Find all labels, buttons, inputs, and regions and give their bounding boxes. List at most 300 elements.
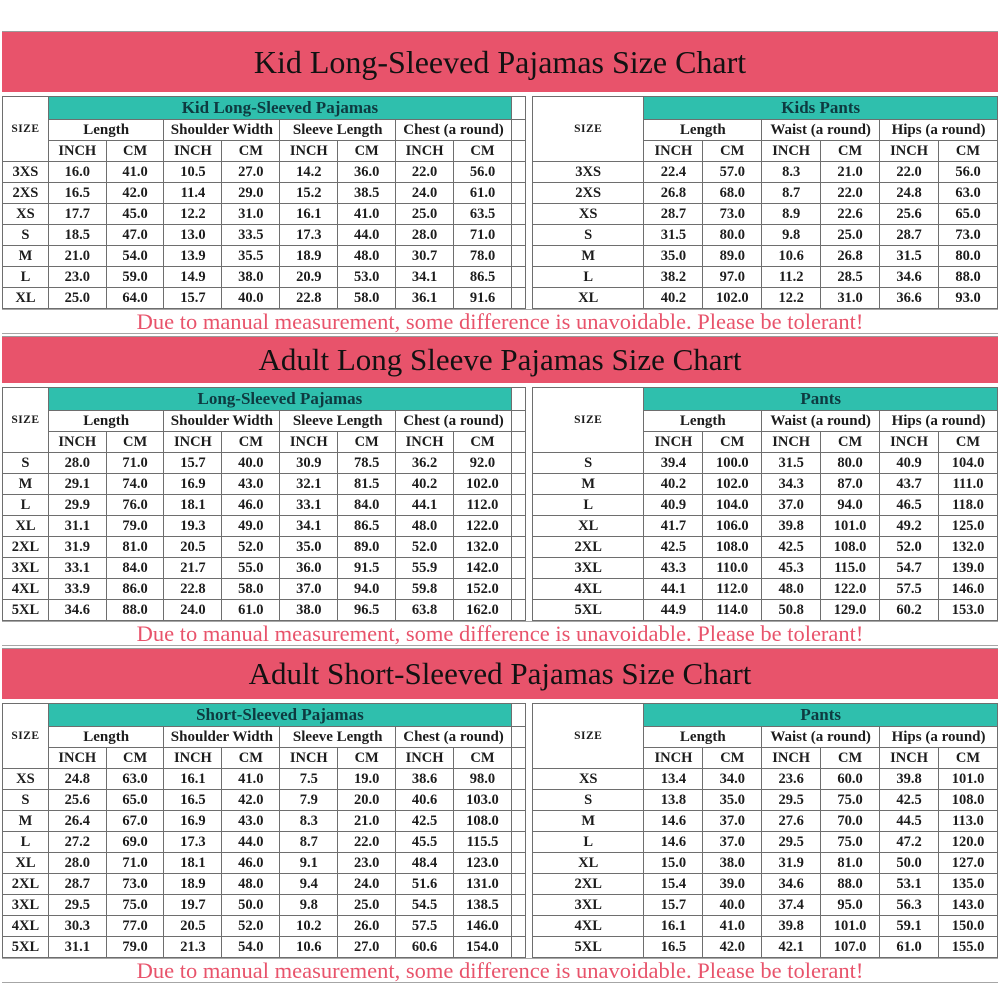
table-row (532, 204, 997, 225)
measure-header: Hips (a round) (880, 120, 998, 141)
measurement-cell: 50.8 (762, 600, 821, 621)
measurement-cell: 61.0 (222, 600, 280, 621)
cm-header: CM (106, 748, 164, 769)
measurement-cell: 30.9 (280, 453, 338, 474)
table-title: Long-Sleeved Pajamas (48, 388, 511, 411)
measurement-cell: 36.1 (396, 288, 454, 309)
measurement-cell: 102.0 (703, 288, 762, 309)
measurement-cell: 25.0 (48, 288, 106, 309)
measurement-cell: 33.1 (48, 558, 106, 579)
measurement-cell: 11.4 (164, 183, 222, 204)
measurement-cell: 9.1 (280, 853, 338, 874)
measurement-cell: 16.9 (164, 474, 222, 495)
measurement-cell: 43.0 (222, 474, 280, 495)
inch-header: INCH (48, 432, 106, 453)
measurement-cell: 63.8 (396, 600, 454, 621)
inch-header: INCH (396, 748, 454, 769)
table-row (3, 495, 526, 516)
inch-header: INCH (644, 141, 703, 162)
size-cell: 2XL (532, 874, 644, 895)
measurement-cell: 22.0 (338, 832, 396, 853)
inch-header: INCH (644, 748, 703, 769)
measurement-cell: 8.9 (762, 204, 821, 225)
measurement-cell: 59.1 (880, 916, 939, 937)
measurement-cell: 26.8 (644, 183, 703, 204)
size-cell: 5XL (532, 600, 644, 621)
measurement-cell: 138.5 (454, 895, 512, 916)
table-row (532, 790, 997, 811)
measurement-cell: 45.3 (762, 558, 821, 579)
measure-header: Length (644, 120, 762, 141)
size-cell: 3XL (532, 895, 644, 916)
measurement-cell: 24.0 (164, 600, 222, 621)
inch-header: INCH (762, 432, 821, 453)
measurement-cell: 19.0 (338, 769, 396, 790)
measurement-cell: 68.0 (703, 183, 762, 204)
measurement-cell: 57.0 (703, 162, 762, 183)
measurement-cell: 36.0 (338, 162, 396, 183)
measurement-cell: 24.0 (338, 874, 396, 895)
size-cell: S (532, 453, 644, 474)
spacer-cell (511, 853, 525, 874)
cm-header: CM (338, 432, 396, 453)
measurement-cell: 81.0 (821, 853, 880, 874)
measurement-cell: 108.0 (821, 537, 880, 558)
measurement-cell: 27.2 (48, 832, 106, 853)
measurement-cell: 29.0 (222, 183, 280, 204)
measurement-cell: 96.5 (338, 600, 396, 621)
measurement-cell: 28.0 (48, 453, 106, 474)
measurement-cell: 58.0 (338, 288, 396, 309)
measure-header: Waist (a round) (762, 411, 880, 432)
measurement-cell: 39.4 (644, 453, 703, 474)
size-cell: L (3, 832, 49, 853)
table-row (3, 288, 526, 309)
measurement-cell: 104.0 (703, 495, 762, 516)
spacer-cell (511, 453, 525, 474)
size-cell: L (532, 832, 644, 853)
measurement-cell: 42.5 (762, 537, 821, 558)
measurement-cell: 33.9 (48, 579, 106, 600)
size-cell: XS (532, 769, 644, 790)
table-row (532, 516, 997, 537)
measurement-cell: 41.0 (338, 204, 396, 225)
measurement-cell: 49.2 (880, 516, 939, 537)
table-row (3, 916, 526, 937)
table-row (3, 162, 526, 183)
measurement-cell: 122.0 (821, 579, 880, 600)
measurement-cell: 43.0 (222, 811, 280, 832)
measurement-cell: 35.5 (222, 246, 280, 267)
measurement-cell: 31.5 (644, 225, 703, 246)
measurement-cell: 65.0 (106, 790, 164, 811)
inch-header: INCH (762, 748, 821, 769)
section-adult-long-sleeved (2, 336, 998, 646)
measurement-cell: 52.0 (880, 537, 939, 558)
measurement-cell: 28.7 (644, 204, 703, 225)
measure-header: Length (48, 120, 164, 141)
measurement-cell: 26.0 (338, 916, 396, 937)
measurement-cell: 31.0 (821, 288, 880, 309)
table-row (3, 267, 526, 288)
measurement-cell: 102.0 (703, 474, 762, 495)
cm-header: CM (939, 748, 998, 769)
measurement-cell: 15.7 (164, 453, 222, 474)
measurement-cell: 19.7 (164, 895, 222, 916)
measurement-cell: 15.0 (644, 853, 703, 874)
table-row (532, 267, 997, 288)
measurement-cell: 48.0 (222, 874, 280, 895)
measurement-cell: 48.0 (396, 516, 454, 537)
size-cell: 4XL (3, 916, 49, 937)
table-row (532, 579, 997, 600)
size-cell: L (3, 267, 49, 288)
measurement-cell: 14.6 (644, 811, 703, 832)
measurement-cell: 41.0 (106, 162, 164, 183)
disclaimer-text: Due to manual measurement, some difference is unavoidable. Please be tolerant! (2, 958, 998, 983)
size-cell: 2XL (3, 874, 49, 895)
measurement-cell: 53.0 (338, 267, 396, 288)
measure-header: Shoulder Width (164, 727, 280, 748)
adult-short-sleeve-pants-table (532, 703, 998, 958)
table-row (3, 558, 526, 579)
measurement-cell: 70.0 (821, 811, 880, 832)
table-row (3, 600, 526, 621)
measurement-cell: 60.2 (880, 600, 939, 621)
measurement-cell: 34.0 (703, 769, 762, 790)
measurement-cell: 18.5 (48, 225, 106, 246)
measurement-cell: 31.1 (48, 937, 106, 958)
spacer-cell (511, 474, 525, 495)
spacer-cell (511, 204, 525, 225)
cm-header: CM (821, 141, 880, 162)
measure-header: Sleeve Length (280, 411, 396, 432)
measurement-cell: 127.0 (939, 853, 998, 874)
size-cell: S (3, 453, 49, 474)
spacer-cell (511, 225, 525, 246)
measurement-cell: 37.0 (703, 811, 762, 832)
measurement-cell: 40.0 (222, 453, 280, 474)
size-cell: L (532, 267, 644, 288)
measurement-cell: 16.5 (48, 183, 106, 204)
spacer-cell (511, 267, 525, 288)
measurement-cell: 73.0 (703, 204, 762, 225)
measurement-cell: 8.3 (280, 811, 338, 832)
measurement-cell: 74.0 (106, 474, 164, 495)
table-row (3, 769, 526, 790)
measurement-cell: 139.0 (939, 558, 998, 579)
measurement-cell: 40.0 (222, 288, 280, 309)
measurement-cell: 101.0 (821, 516, 880, 537)
table-row (532, 769, 997, 790)
measure-header: Chest (a round) (396, 411, 512, 432)
measurement-cell: 22.0 (821, 183, 880, 204)
measurement-cell: 21.7 (164, 558, 222, 579)
inch-header: INCH (164, 748, 222, 769)
measurement-cell: 63.0 (106, 769, 164, 790)
measurement-cell: 15.7 (644, 895, 703, 916)
spacer-cell (511, 579, 525, 600)
measurement-cell: 75.0 (821, 790, 880, 811)
measurement-cell: 150.0 (939, 916, 998, 937)
spacer-cell (511, 516, 525, 537)
measurement-cell: 100.0 (703, 453, 762, 474)
measurement-cell: 10.5 (164, 162, 222, 183)
measurement-cell: 25.0 (821, 225, 880, 246)
kids-pants-table (532, 96, 998, 309)
measurement-cell: 40.2 (644, 288, 703, 309)
measurement-cell: 39.0 (703, 874, 762, 895)
measurement-cell: 76.0 (106, 495, 164, 516)
measurement-cell: 18.1 (164, 853, 222, 874)
measurement-cell: 21.0 (48, 246, 106, 267)
measurement-cell: 50.0 (222, 895, 280, 916)
measurement-cell: 14.9 (164, 267, 222, 288)
measurement-cell: 24.8 (48, 769, 106, 790)
measurement-cell: 60.6 (396, 937, 454, 958)
spacer-cell (511, 537, 525, 558)
measurement-cell: 40.9 (880, 453, 939, 474)
measurement-cell: 36.6 (880, 288, 939, 309)
measurement-cell: 12.2 (164, 204, 222, 225)
measurement-cell: 44.0 (222, 832, 280, 853)
measurement-cell: 78.5 (338, 453, 396, 474)
table-row (3, 895, 526, 916)
spacer-cell (511, 558, 525, 579)
measurement-cell: 71.0 (106, 853, 164, 874)
cm-header: CM (939, 141, 998, 162)
measurement-cell: 51.6 (396, 874, 454, 895)
measurement-cell: 13.8 (644, 790, 703, 811)
table-row (532, 832, 997, 853)
measurement-cell: 10.6 (280, 937, 338, 958)
measure-header: Sleeve Length (280, 727, 396, 748)
measurement-cell: 29.1 (48, 474, 106, 495)
measurement-cell: 41.7 (644, 516, 703, 537)
measurement-cell: 17.7 (48, 204, 106, 225)
measurement-cell: 15.4 (644, 874, 703, 895)
measurement-cell: 122.0 (454, 516, 512, 537)
measurement-cell: 22.4 (644, 162, 703, 183)
measurement-cell: 101.0 (939, 769, 998, 790)
measurement-cell: 20.9 (280, 267, 338, 288)
size-cell: S (532, 790, 644, 811)
measurement-cell: 36.2 (396, 453, 454, 474)
measurement-cell: 146.0 (454, 916, 512, 937)
section-adult-short-sleeved (2, 648, 998, 983)
measurement-cell: 42.5 (880, 790, 939, 811)
measurement-cell: 23.6 (762, 769, 821, 790)
table-row (532, 558, 997, 579)
measure-header: Hips (a round) (880, 411, 998, 432)
measurement-cell: 9.4 (280, 874, 338, 895)
spacer-cell (511, 832, 525, 853)
measurement-cell: 91.6 (454, 288, 512, 309)
measurement-cell: 25.6 (48, 790, 106, 811)
measurement-cell: 131.0 (454, 874, 512, 895)
measurement-cell: 35.0 (280, 537, 338, 558)
cm-header: CM (222, 141, 280, 162)
measurement-cell: 53.1 (880, 874, 939, 895)
measurement-cell: 44.9 (644, 600, 703, 621)
measurement-cell: 79.0 (106, 516, 164, 537)
measurement-cell: 81.5 (338, 474, 396, 495)
measure-header: Chest (a round) (396, 727, 512, 748)
measurement-cell: 21.0 (821, 162, 880, 183)
table-row (532, 537, 997, 558)
spacer-cell (511, 600, 525, 621)
measurement-cell: 28.7 (48, 874, 106, 895)
section-tables (2, 387, 998, 621)
table-row (532, 916, 997, 937)
measurement-cell: 39.8 (762, 916, 821, 937)
spacer-cell (511, 895, 525, 916)
inch-header: INCH (644, 432, 703, 453)
table-row (532, 474, 997, 495)
measurement-cell: 143.0 (939, 895, 998, 916)
table-row (532, 225, 997, 246)
measurement-cell: 31.9 (762, 853, 821, 874)
spacer-cell (511, 246, 525, 267)
measurement-cell: 56.3 (880, 895, 939, 916)
measurement-cell: 28.0 (48, 853, 106, 874)
size-column-header: SIZE (3, 97, 49, 162)
spacer-cell (511, 937, 525, 958)
measurement-cell: 103.0 (454, 790, 512, 811)
table-row (3, 246, 526, 267)
table-row (532, 874, 997, 895)
measurement-cell: 27.0 (222, 162, 280, 183)
measurement-cell: 22.8 (280, 288, 338, 309)
disclaimer-text: Due to manual measurement, some difference is unavoidable. Please be tolerant! (2, 621, 998, 646)
table-row (3, 204, 526, 225)
cm-header: CM (454, 432, 512, 453)
measurement-cell: 22.8 (164, 579, 222, 600)
measurement-cell: 58.0 (222, 579, 280, 600)
size-column-header: SIZE (532, 704, 644, 769)
table-row (3, 853, 526, 874)
table-row (532, 162, 997, 183)
measurement-cell: 59.8 (396, 579, 454, 600)
measurement-cell: 52.0 (222, 537, 280, 558)
section-kid-long-sleeved (2, 31, 998, 334)
measurement-cell: 44.5 (880, 811, 939, 832)
size-cell: 2XS (3, 183, 49, 204)
measurement-cell: 125.0 (939, 516, 998, 537)
measurement-cell: 120.0 (939, 832, 998, 853)
size-cell: 5XL (532, 937, 644, 958)
measurement-cell: 102.0 (454, 474, 512, 495)
measure-header: Sleeve Length (280, 120, 396, 141)
measurement-cell: 9.8 (762, 225, 821, 246)
size-cell: 3XS (532, 162, 644, 183)
measurement-cell: 71.0 (106, 453, 164, 474)
measurement-cell: 27.0 (338, 937, 396, 958)
inch-header: INCH (880, 748, 939, 769)
measurement-cell: 18.9 (280, 246, 338, 267)
spacer-cell (511, 141, 525, 162)
measurement-cell: 54.0 (106, 246, 164, 267)
table-row (3, 832, 526, 853)
inch-header: INCH (280, 748, 338, 769)
measurement-cell: 26.8 (821, 246, 880, 267)
measurement-cell: 80.0 (821, 453, 880, 474)
measurement-cell: 108.0 (454, 811, 512, 832)
measurement-cell: 31.5 (880, 246, 939, 267)
table-row (3, 874, 526, 895)
table-row (3, 453, 526, 474)
measurement-cell: 31.9 (48, 537, 106, 558)
measurement-cell: 56.0 (939, 162, 998, 183)
measure-header: Waist (a round) (762, 120, 880, 141)
measurement-cell: 42.0 (222, 790, 280, 811)
measurement-cell: 114.0 (703, 600, 762, 621)
measurement-cell: 107.0 (821, 937, 880, 958)
spacer-cell (511, 288, 525, 309)
measurement-cell: 98.0 (454, 769, 512, 790)
measurement-cell: 42.0 (703, 937, 762, 958)
measurement-cell: 75.0 (106, 895, 164, 916)
measure-header: Shoulder Width (164, 411, 280, 432)
measurement-cell: 57.5 (396, 916, 454, 937)
spacer-cell (511, 811, 525, 832)
measurement-cell: 14.6 (644, 832, 703, 853)
measurement-cell: 52.0 (222, 916, 280, 937)
cm-header: CM (338, 748, 396, 769)
measurement-cell: 32.1 (280, 474, 338, 495)
size-column-header: SIZE (532, 388, 644, 453)
section-tables (2, 703, 998, 958)
measurement-cell: 46.5 (880, 495, 939, 516)
measurement-cell: 38.0 (703, 853, 762, 874)
measurement-cell: 152.0 (454, 579, 512, 600)
size-cell: XL (532, 853, 644, 874)
measurement-cell: 38.2 (644, 267, 703, 288)
measurement-cell: 46.0 (222, 495, 280, 516)
size-cell: XL (532, 288, 644, 309)
measure-header: Length (48, 727, 164, 748)
measurement-cell: 13.9 (164, 246, 222, 267)
measurement-cell: 26.4 (48, 811, 106, 832)
measurement-cell: 23.0 (338, 853, 396, 874)
inch-header: INCH (164, 141, 222, 162)
measurement-cell: 29.5 (48, 895, 106, 916)
measurement-cell: 101.0 (821, 916, 880, 937)
measurement-cell: 37.0 (280, 579, 338, 600)
size-cell: 4XL (532, 916, 644, 937)
measurement-cell: 86.5 (338, 516, 396, 537)
measurement-cell: 33.1 (280, 495, 338, 516)
size-cell: M (3, 474, 49, 495)
measurement-cell: 80.0 (703, 225, 762, 246)
size-cell: M (532, 474, 644, 495)
spacer-cell (511, 916, 525, 937)
measurement-cell: 118.0 (939, 495, 998, 516)
table-row (532, 183, 997, 204)
measurement-cell: 14.2 (280, 162, 338, 183)
inch-header: INCH (880, 141, 939, 162)
measurement-cell: 8.7 (762, 183, 821, 204)
measurement-cell: 16.5 (164, 790, 222, 811)
cm-header: CM (821, 432, 880, 453)
size-column-header: SIZE (3, 704, 49, 769)
measurement-cell: 37.0 (703, 832, 762, 853)
measurement-cell: 35.0 (703, 790, 762, 811)
size-cell: S (3, 225, 49, 246)
size-cell: M (3, 811, 49, 832)
measurement-cell: 92.0 (454, 453, 512, 474)
measurement-cell: 20.0 (338, 790, 396, 811)
